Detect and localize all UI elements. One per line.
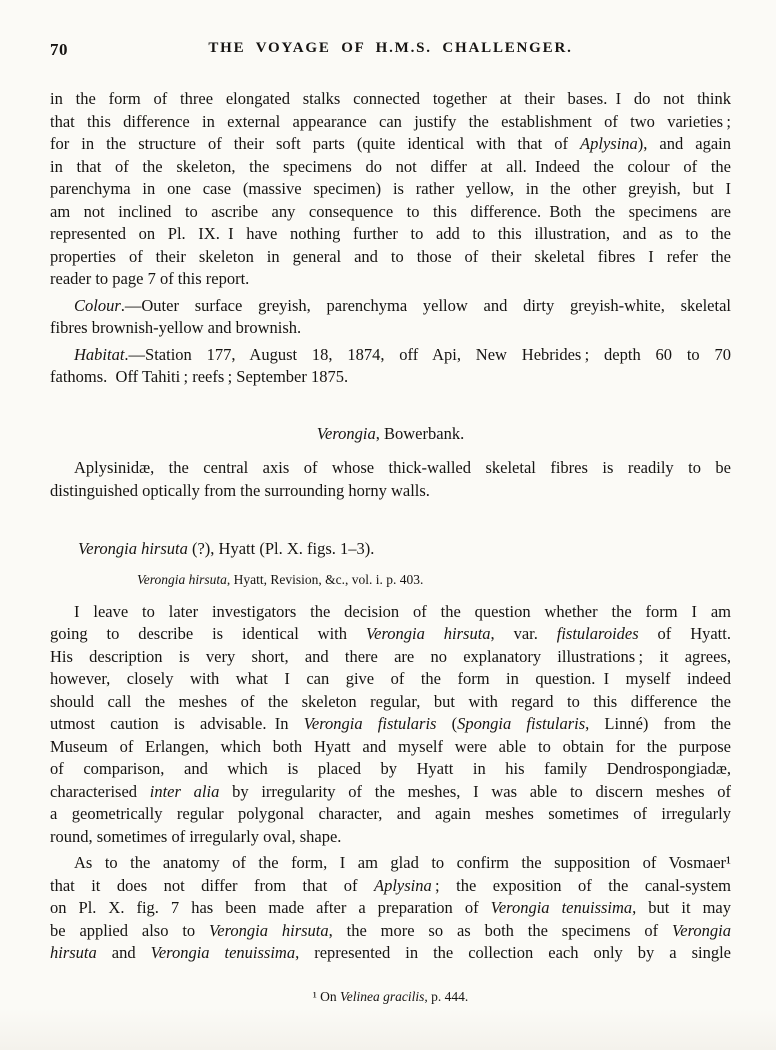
text-line: on Pl. X. fig. 7 has been made after a preparation of Verongia tenuissima, but it may xyxy=(50,898,731,917)
paragraph xyxy=(50,295,731,340)
text-line: Aplysinidæ, the central axis of whose thick-walled skeletal fibres is readily to be xyxy=(74,458,731,477)
text-line: however, closely with what I can give of the form in question. I myself indeed xyxy=(50,669,731,688)
text-line: properties of their skeleton in general and to those of their skeletal fibres I refer the xyxy=(50,246,731,266)
text-line: be applied also to Verongia hirsuta, the more so as both the specimens of Verongia xyxy=(50,920,731,940)
text-line: characterised inter alia by irregularity of the meshes, I was able to discern meshes of xyxy=(50,781,731,801)
text-line: that it does not differ from that of Aplysina ; the exposition of the canal-system xyxy=(50,875,731,895)
text-line: As to the anatomy of the form, I am glad to confirm the supposition of Vosmaer¹ xyxy=(74,853,731,872)
page-header xyxy=(50,40,731,62)
paragraph xyxy=(50,457,731,502)
text-line: round, sometimes of irregularly oval, shape. xyxy=(50,826,342,846)
text-line: hirsuta and Verongia tenuissima, represented in the collection each only by a single xyxy=(50,943,731,962)
text-line: utmost caution is advisable. In Verongia fistularis (Spongia fistularis, Linné) from the xyxy=(50,714,731,733)
text-line: Habitat.—Station 177, August 18, 1874, off Api, New Hebrides ; depth 60 to 70 xyxy=(74,344,731,364)
text-line: parenchyma in one case (massive specimen) is rather yellow, in the other greyish, but I xyxy=(50,179,731,198)
text-line: am not inclined to ascribe any consequence to this difference. Both the specimens are xyxy=(50,201,731,221)
page-body xyxy=(50,88,731,1006)
genus-heading: Verongia, Bowerbank. xyxy=(316,423,465,443)
paragraph xyxy=(50,601,731,849)
text-line: reader to page 7 of this report. xyxy=(50,269,250,288)
text-line: I leave to later investigators the decision of the question whether the form I am xyxy=(74,601,731,621)
text-line: in that of the skeleton, the specimens do not differ at all. Indeed the colour of the xyxy=(50,156,731,176)
paragraph xyxy=(50,852,731,965)
text-line: represented on Pl. IX. I have nothing further to add to this illustration, and as to the xyxy=(50,224,731,243)
text-line: Colour.—Outer surface greyish, parenchyma yellow and dirty greyish-white, skeletal xyxy=(74,295,731,315)
synonymy-citation: Verongia hirsuta, Hyatt, Revision, &c., vol. i. p. 403. xyxy=(137,571,424,587)
text-line: Museum of Erlangen, which both Hyatt and myself were able to obtain for the purpose xyxy=(50,736,731,756)
text-line: fathoms. Off Tahiti ; reefs ; September 1875. xyxy=(50,367,349,386)
page-number: 70 xyxy=(50,40,68,59)
text-line: a geometrically regular polygonal character, and again meshes sometimes of irregularly xyxy=(50,804,731,823)
text-line: should call the meshes of the skeleton regular, but with regard to this difference the xyxy=(50,691,731,711)
text-line: of comparison, and which is placed by Hyatt in his family Dendrospongiadæ, xyxy=(50,759,731,778)
text-line: distinguished optically from the surrounding horny walls. xyxy=(50,480,430,500)
text-line: that this difference in external appearance can justify the establishment of two varieties ; xyxy=(50,111,731,131)
text-line: going to describe is identical with Verongia hirsuta, var. fistularoides of Hyatt. xyxy=(50,624,731,643)
text-line: His description is very short, and there are no explanatory illustrations ; it agrees, xyxy=(50,646,731,666)
running-title: THE VOYAGE OF H.M.S. CHALLENGER. xyxy=(208,40,573,56)
paragraph xyxy=(50,344,731,389)
text-line: in the form of three elongated stalks connected together at their bases. I do not think xyxy=(50,89,731,108)
text-line: fibres brownish-yellow and brownish. xyxy=(50,318,302,337)
paragraph xyxy=(50,88,731,291)
text-line: for in the structure of their soft parts (quite identical with that of Aplysina), and again xyxy=(50,134,731,153)
footnote: ¹ On Velinea gracilis, p. 444. xyxy=(312,988,469,1004)
species-heading: Verongia hirsuta (?), Hyatt (Pl. X. figs. 1–3). xyxy=(78,539,375,558)
